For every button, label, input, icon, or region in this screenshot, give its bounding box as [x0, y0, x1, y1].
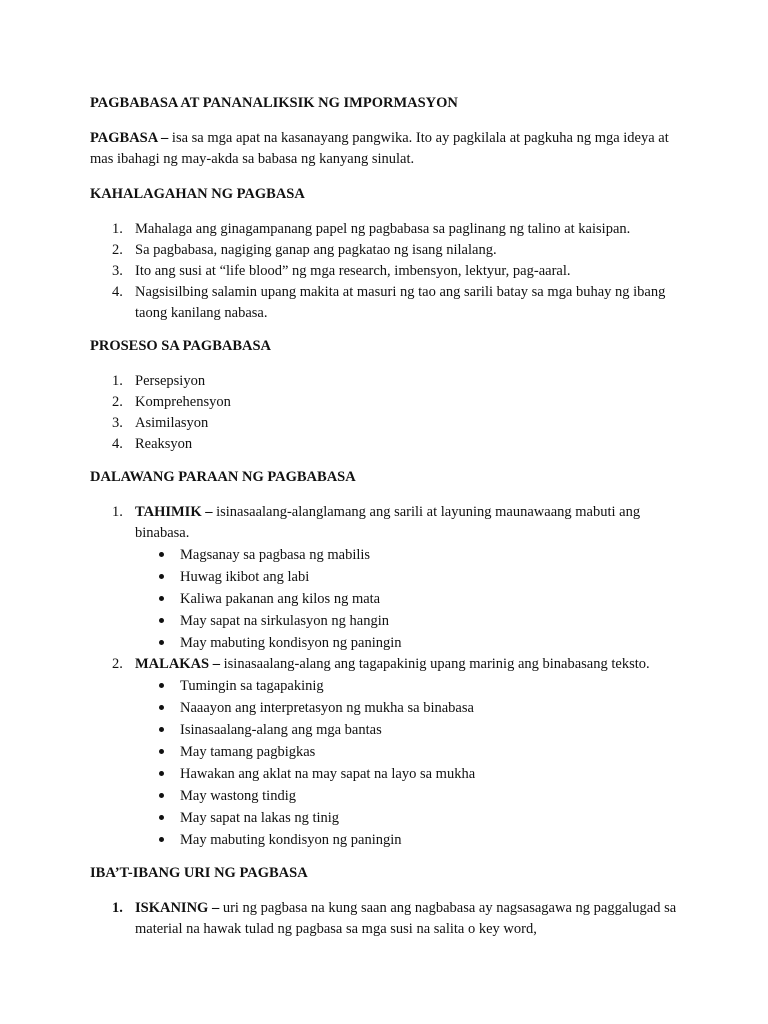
bullet-item: Magsanay sa pagbasa ng mabilis	[135, 544, 680, 566]
item-number: 2.	[112, 242, 123, 258]
item-number: 1.	[112, 504, 123, 520]
iskaning-term: ISKANING –	[135, 900, 220, 916]
bullet-item: Kaliwa pakanan ang kilos ng mata	[135, 588, 680, 610]
document-content	[90, 93, 680, 952]
item-number: 3.	[112, 263, 123, 279]
list-item	[90, 371, 680, 392]
uri-heading: IBA’T-IBANG URI NG PAGBASA	[90, 865, 308, 881]
paraan-heading: DALAWANG PARAAN NG PAGBABASA	[90, 469, 356, 485]
kahalagahan-list	[90, 219, 680, 324]
proseso-list	[90, 371, 680, 455]
bullet-item: May sapat na sirkulasyon ng hangin	[135, 610, 680, 632]
list-item	[90, 240, 680, 261]
item-text: Asimilasyon	[135, 415, 209, 431]
kahalagahan-heading: KAHALAGAHAN NG PAGBASA	[90, 186, 305, 202]
bullet-item: May mabuting kondisyon ng paningin	[135, 632, 680, 654]
uri-list	[90, 898, 680, 940]
item-text: Sa pagbabasa, nagiging ganap ang pagkatao ng isang nilalang.	[135, 242, 497, 258]
item-text: Persepsiyon	[135, 373, 206, 389]
bullet-item: May sapat na lakas ng tinig	[135, 807, 680, 829]
bullet-item: Naaayon ang interpretasyon ng mukha sa binabasa	[135, 697, 680, 719]
item-text: Ito ang susi at “life blood” ng mga research, imbensyon, lektyur, pag-aaral.	[135, 263, 571, 279]
item-number: 2.	[112, 656, 123, 672]
list-item	[90, 392, 680, 413]
bullet-item: Huwag ikibot ang labi	[135, 566, 680, 588]
list-item-tahimik	[90, 502, 680, 654]
list-item	[90, 434, 680, 455]
bullet-item: May mabuting kondisyon ng paningin	[135, 829, 680, 851]
item-text: Reaksyon	[135, 436, 193, 452]
definition-text: isa sa mga apat na kasanayang pangwika. Ito ay pagkilala at pagkuha ng mga ideya at mas ibahagi ng may-akda sa babasa ng kanyang sinulat.	[90, 130, 669, 167]
tahimik-bullets	[135, 544, 680, 654]
item-number: 1.	[112, 373, 123, 389]
list-item	[90, 261, 680, 282]
bullet-item: May wastong tindig	[135, 785, 680, 807]
bullet-item: Tumingin sa tagapakinig	[135, 675, 680, 697]
item-number: 4.	[112, 284, 123, 300]
list-item-malakas	[90, 654, 680, 851]
tahimik-text: isinasaalang-alanglamang ang sarili at layuning maunawaang mabuti ang binabasa.	[135, 504, 641, 541]
malakas-bullets	[135, 675, 680, 851]
item-text: Nagsisilbing salamin upang makita at masuri ng tao ang sarili batay sa mga buhay ng ibang taong kanilang nabasa.	[135, 284, 666, 321]
bullet-item: May tamang pagbigkas	[135, 741, 680, 763]
item-number: 2.	[112, 394, 123, 410]
tahimik-term: TAHIMIK –	[135, 504, 213, 520]
item-number: 3.	[112, 415, 123, 431]
document-title: PAGBABASA AT PANANALIKSIK NG IMPORMASYON	[90, 95, 458, 111]
definition-term: PAGBASA –	[90, 130, 169, 146]
iskaning-text: uri ng pagbasa na kung saan ang nagbabasa ay nagsasagawa ng paggalugad sa material na hawak tulad ng pagbasa sa mga susi na salita o key word,	[135, 900, 677, 937]
item-number: 1.	[112, 221, 123, 237]
item-text: Komprehensyon	[135, 394, 231, 410]
item-number: 4.	[112, 436, 123, 452]
list-item-iskaning	[90, 898, 680, 940]
malakas-text: isinasaalang-alang ang tagapakinig upang marinig ang binabasang teksto.	[220, 656, 650, 672]
bullet-item: Hawakan ang aklat na may sapat na layo sa mukha	[135, 763, 680, 785]
list-item	[90, 282, 680, 324]
item-number: 1.	[112, 900, 123, 916]
list-item	[90, 219, 680, 240]
bullet-item: Isinasaalang-alang ang mga bantas	[135, 719, 680, 741]
paraan-list	[90, 502, 680, 851]
list-item	[90, 413, 680, 434]
malakas-term: MALAKAS –	[135, 656, 220, 672]
proseso-heading: PROSESO SA PAGBABASA	[90, 338, 272, 354]
pagbasa-definition	[90, 128, 680, 170]
item-text: Mahalaga ang ginagampanang papel ng pagbabasa sa paglinang ng talino at kaisipan.	[135, 221, 631, 237]
